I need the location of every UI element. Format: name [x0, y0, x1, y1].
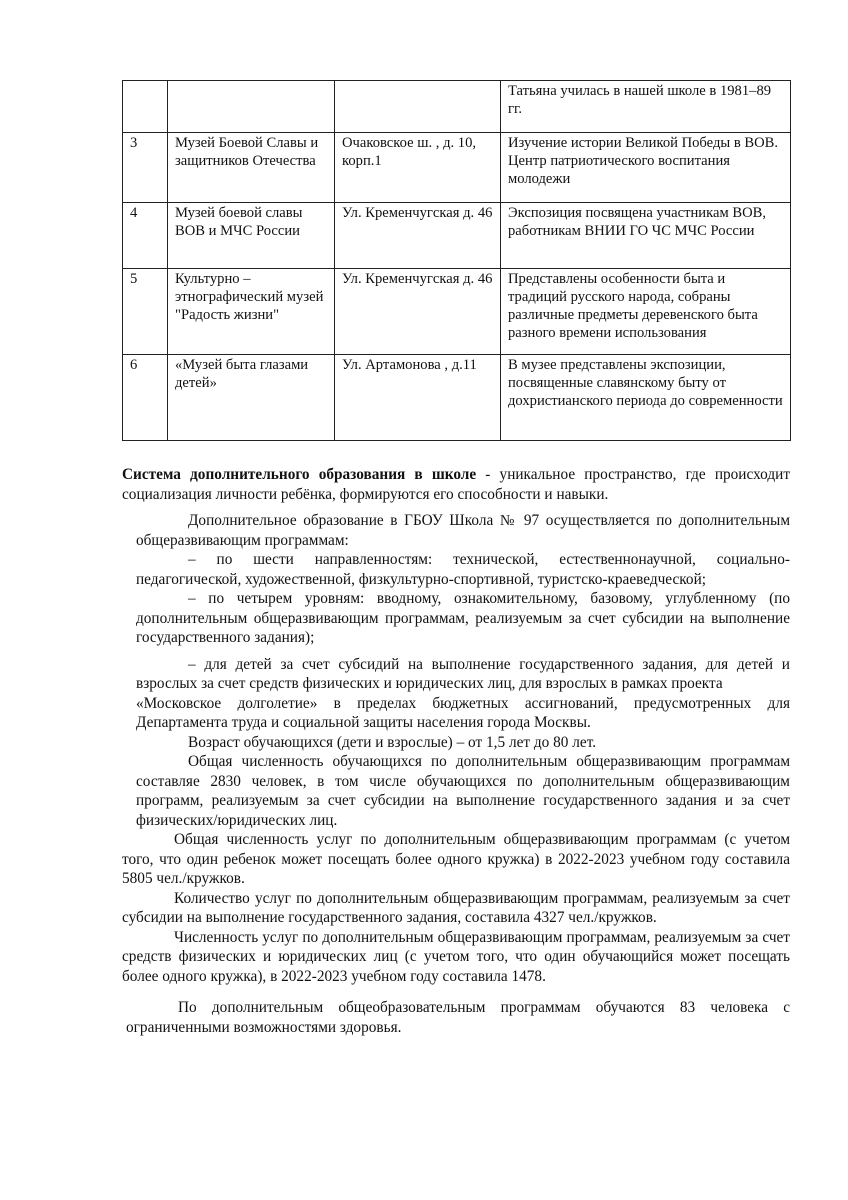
museum-description-cell: Татьяна училась в нашей школе в 1981–89 гг.	[501, 81, 791, 133]
museums-table	[122, 80, 791, 441]
table-row	[123, 81, 791, 133]
table-row	[123, 203, 791, 269]
table-row	[123, 269, 791, 355]
intro-rest: - уникальное пространство, где происходит социализация личности ребёнка, формируются его способности и навыки.	[122, 466, 790, 503]
table-row	[123, 355, 791, 441]
paragraph-10: Численность услуг по дополнительным общеразвивающим программам, реализуемым за счет средств физических и юридических лиц (с учетом того, что один обучающийся может посещать более одного кружка), в 2022-2023 учебном году составила 1478.	[122, 928, 790, 985]
museum-description-cell: Представлены особенности быта и традиций русского народа, собраны различные предметы деревенского быта разного времени использования	[501, 269, 791, 355]
paragraph-11: По дополнительным общеобразовательным программам обучаются 83 человека с ограниченными возможностями здоровья.	[126, 999, 790, 1036]
row-number-cell: 4	[123, 203, 168, 269]
intro-paragraph	[122, 465, 790, 504]
paragraph-4: – для детей за счет субсидий на выполнение государственного задания, для детей и взрослых за счет средств физических и юридических лиц, для взрослых в рамках проекта	[136, 655, 790, 692]
paragraph-5: «Московское долголетие» в пределах бюджетных ассигнований, предусмотренных для Департамента труда и социальной защиты населения города Москвы.	[136, 694, 790, 731]
museum-name-cell: Музей боевой славы ВОВ и МЧС России	[168, 203, 335, 269]
row-number-cell: 5	[123, 269, 168, 355]
row-number-cell	[123, 81, 168, 133]
paragraph-8: Общая численность услуг по дополнительным общеразвивающим программам (с учетом того, что один ребенок может посещать более одного кружка) в 2022-2023 учебном году составила 5805 чел./кружков.	[122, 831, 790, 887]
row-number-cell: 6	[123, 355, 168, 441]
paragraph-9: Количество услуг по дополнительным общеразвивающим программам, реализуемым за счет субсидии на выполнение государственного задания, составила 4327 чел./кружков.	[122, 889, 790, 926]
museum-description-cell: Изучение истории Великой Победы в ВОВ. Центр патриотического воспитания молодежи	[501, 133, 791, 203]
museum-description-cell: В музее представлены экспозиции, посвященные славянскому быту от дохристианского периода до современности	[501, 355, 791, 441]
museum-name-cell	[168, 81, 335, 133]
museum-address-cell: Ул. Кременчугская д. 46	[335, 269, 501, 355]
row-number-cell: 3	[123, 133, 168, 203]
paragraph-3: – по четырем уровням: вводному, ознакомительному, базовому, углубленному (по дополнительным общеразвивающим программам, реализуемым за счет субсидии на выполнение государственного задания);	[136, 590, 790, 646]
paragraph-2: – по шести направленностям: технической, естественнонаучной, социально-педагогической, художественной, физкультурно-спортивной, туристско-краеведческой;	[136, 551, 790, 588]
museum-address-cell: Ул. Кременчугская д. 46	[335, 203, 501, 269]
body-text	[122, 465, 790, 1037]
museums-table-body	[123, 81, 791, 441]
paragraph-1: Дополнительное образование в ГБОУ Школа № 97 осуществляется по дополнительным общеразвивающим программам:	[136, 512, 790, 549]
museum-address-cell: Очаковское ш. , д. 10, корп.1	[335, 133, 501, 203]
museum-name-cell: Музей Боевой Славы и защитников Отечества	[168, 133, 335, 203]
section-heading: Система дополнительного образования в школе	[122, 466, 477, 483]
paragraph-7: Общая численность обучающихся по дополнительным общеразвивающим программам составляе 2830 человек, в том числе обучающихся по дополнительным общеразвивающим программ, реализуемым за счет субсидии на выполнение государственного задания и за счет физических/юридических лиц.	[136, 753, 790, 829]
paragraph-6: Возраст обучающихся (дети и взрослые) – от 1,5 лет до 80 лет.	[188, 733, 597, 751]
museum-address-cell: Ул. Артамонова , д.11	[335, 355, 501, 441]
museum-address-cell	[335, 81, 501, 133]
museum-description-cell: Экспозиция посвящена участникам ВОВ, работникам ВНИИ ГО ЧС МЧС России	[501, 203, 791, 269]
table-row	[123, 133, 791, 203]
museum-name-cell: «Музей быта глазами детей»	[168, 355, 335, 441]
museum-name-cell: Культурно – этнографический музей "Радость жизни"	[168, 269, 335, 355]
